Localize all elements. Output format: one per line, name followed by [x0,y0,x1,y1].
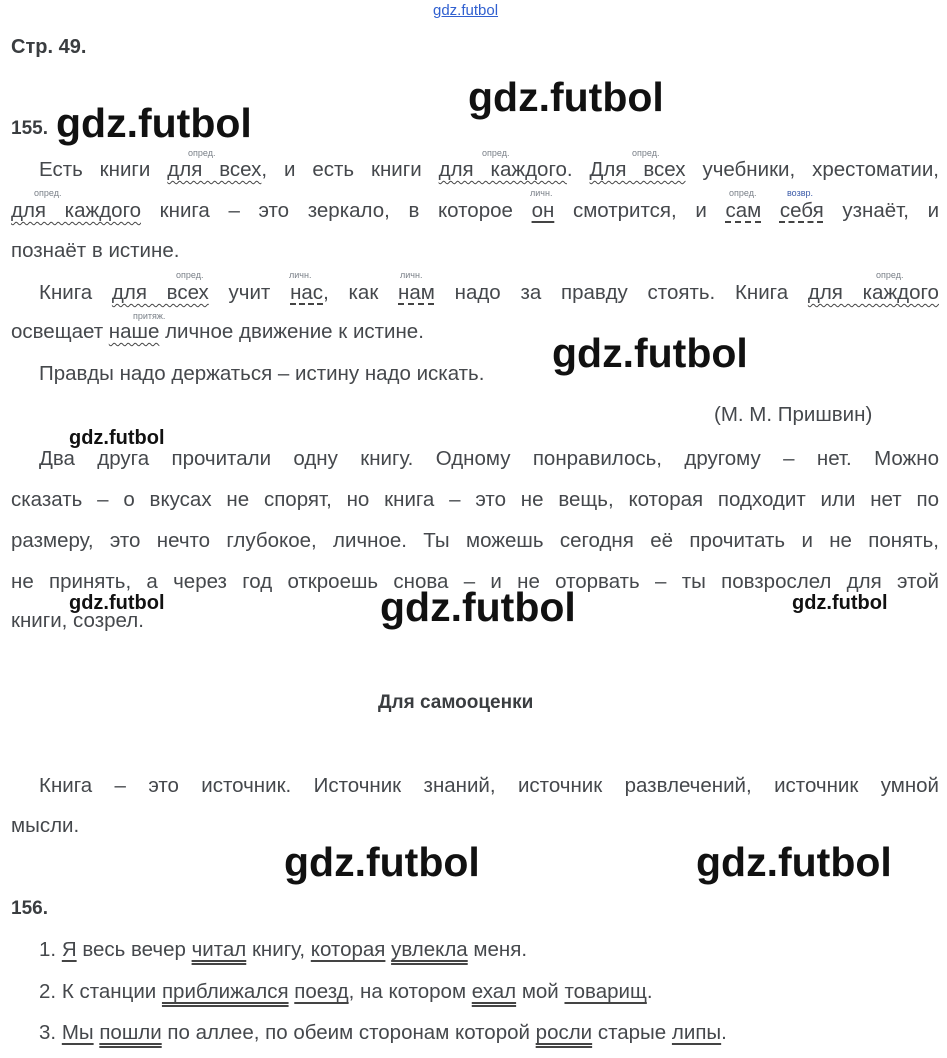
attribute-word: для каждого [807,281,939,304]
watermark-logo: gdz.futbol [56,100,252,146]
paragraph-line: освещает наше личное движение к истине. [11,320,424,343]
annotation-lichn: личн. [530,188,553,198]
subject-word: товарищ [564,980,647,1003]
annotation-lichn: личн. [400,270,423,280]
annotation-prityazh: притяж. [133,311,166,321]
paragraph-line: книги, созрел. [11,609,144,632]
author-attribution: (М. М. Пришвин) [714,403,873,426]
paragraph-line: Есть книги для всех, и есть книги для каждого. Для всех учебники, хрестоматии, [39,158,940,181]
paragraph-line: размеру, это нечто глубокое, личное. Ты можешь сегодня её прочитать и не понять, [11,529,939,552]
paragraph-line: Правды надо держаться – истину надо искать. [39,362,485,385]
watermark-logo: gdz.futbol [284,839,480,885]
attribute-word: наше [108,320,160,343]
sentence-1: 1. Я весь вечер читал книгу, которая увлекла меня. [39,938,528,961]
watermark-logo: gdz.futbol [468,74,664,120]
annotation-opred: опред. [188,148,216,158]
attribute-word: для каждого [438,158,567,181]
subject-word: которая [310,938,386,961]
paragraph-line: Книга для всех учит нас, как нам надо за правду стоять. Книга для каждого [39,281,939,304]
annotation-opred: опред. [632,148,660,158]
attribute-word: для каждого [11,199,141,222]
exercise-155-number: 155. [11,118,48,139]
object-word: нам [398,281,435,304]
subject-word: липы [671,1021,722,1044]
watermark-logo: gdz.futbol [380,584,576,630]
annotation-opred: опред. [729,188,757,198]
paragraph-line: сказать – о вкусах не спорят, но книга – это не вещь, которая подходит или нет по [11,488,939,511]
paragraph-line: не принять, а через год откроешь снова – и не оторвать – ты повзрослел для этой [11,570,939,593]
paragraph-line: Два друга прочитали одну книгу. Одному понравилось, другому – нет. Можно [39,447,939,470]
annotation-opred: опред. [34,188,62,198]
watermark-logo: gdz.futbol [696,839,892,885]
paragraph-line: для каждого книга – это зеркало, в которое он смотрится, и сам себя узнаёт, и [11,199,940,222]
predicate-word: приближался [161,980,289,1003]
predicate-word: ехал [471,980,517,1003]
attribute-word: Для всех [589,158,686,181]
predicate-word: росли [535,1021,593,1044]
annotation-lichn: личн. [289,270,312,280]
annotation-vozvr: возвр. [787,188,813,198]
top-watermark[interactable]: gdz.futbol [433,2,499,19]
watermark-logo: gdz.futbol [69,427,165,449]
subject-word: Я [61,938,77,961]
attribute-word: для всех [167,158,262,181]
annotation-opred: опред. [482,148,510,158]
sentence-3: 3. Мы пошли по аллее, по обеим сторонам которой росли старые липы. [39,1021,727,1044]
page-label: Стр. 49. [11,36,87,58]
watermark-logo: gdz.futbol [792,592,888,614]
exercise-156-number: 156. [11,898,48,919]
watermark-logo: gdz.futbol [69,592,165,614]
object-word: нас [290,281,324,304]
object-word: сам [725,199,762,222]
sentence-2: 2. К станции приближался поезд, на котором ехал мой товарищ. [39,980,653,1003]
paragraph-line: Книга – это источник. Источник знаний, источник развлечений, источник умной [39,774,939,797]
annotation-opred: опред. [176,270,204,280]
paragraph-line: познаёт в истине. [11,239,180,262]
subject-word: он [531,199,555,222]
predicate-word: читал [191,938,247,961]
object-word: себя [779,199,824,222]
section-title: Для самооценки [378,692,534,713]
predicate-word: увлекла [391,938,468,961]
attribute-word: для всех [111,281,209,304]
predicate-word: пошли [99,1021,162,1044]
subject-word: поезд [294,980,349,1003]
paragraph-line: мысли. [11,814,80,837]
subject-word: Мы [61,1021,94,1044]
watermark-logo: gdz.futbol [552,330,748,376]
annotation-opred: опред. [876,270,904,280]
